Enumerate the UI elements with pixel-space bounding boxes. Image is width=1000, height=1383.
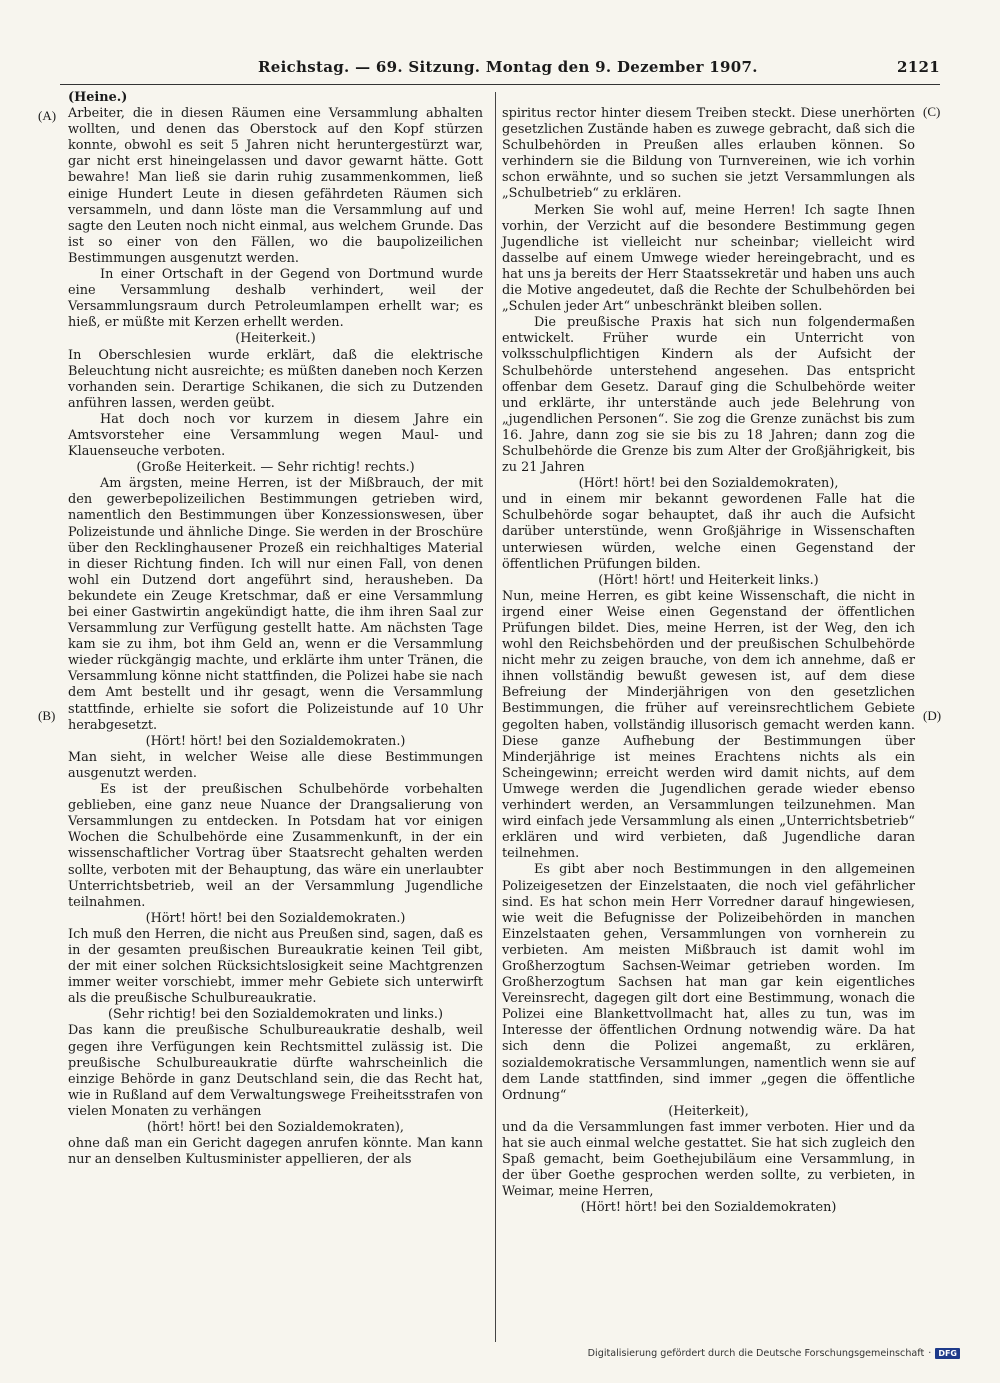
interjection: (Heiterkeit), [668,1103,749,1119]
interjection: (Hört! hört! bei den Sozialdemokraten) [580,1200,837,1216]
interjection: (Heiterkeit.) [235,331,316,347]
margin-mark-c: (C) [923,104,941,119]
paragraph: ohne daß man ein Gericht dagegen anrufen könnte. Man kann nur an denselben Kultusminister appellieren, der als [68,1136,483,1168]
interjection: (Große Heiterkeit. — Sehr richtig! rechts.) [136,460,415,476]
right-column [502,106,915,1216]
paragraph: Es gibt aber noch Bestimmungen in den allgemeinen Polizeigesetzen der Einzelstaaten, die noch viel gefährlicher sind. Es hat schon mein Herr Vorredner darauf hingewiesen, wie weit die Befugnisse der Polizeibehörden in manchen Einzelstaaten gehen, Versammlungen von vornherein zu verbieten. Am meisten Mißbrauch ist damit wohl im Großherzogtum Sachsen-Weimar getrieben worden. Im Großherzogtum Sachsen hat man gar kein eigentliches Vereinsrecht, dagegen gilt dort eine Bestimmung, wonach die Polizei eine Blankettvollmacht hat, alles zu tun, was im Interesse der öffentlichen Ordnung notwendig wäre. Da hat sich denn die Polizei angemaßt, zu erklären, sozialdemokratische Versammlungen, namentlich wenn sie auf dem Lande stattfinden, sind immer „gegen die öffentliche Ordnung“ [502,862,915,1103]
paragraph: und da die Versammlungen fast immer verboten. Hier und da hat sie auch einmal welche gestattet. Sie hat sich zugleich den Spaß gemacht, beim Goethejubiläum eine Versammlung, in der über Goethe gesprochen werden sollte, zu verbieten, in Weimar, meine Herren, [502,1119,915,1200]
paragraph: Arbeiter, die in diesen Räumen eine Versammlung abhalten wollten, und denen das Oberstock auf den Kopf stürzen konnte, obwohl es seit 5 Jahren nicht heruntergestürzt war, gar nicht erst hineingelassen und davor gewarnt hätte. Gott bewahre! Man ließ sie darin ruhig zusammenkommen, ließ einige Hundert Leute in diesen gefährdeten Räumen sich versammeln, und dann löste man die Versammlung auf und sagte den Leuten noch nicht einmal, aus welchem Grunde. Das ist so einer von den Fällen, wo die baupolizeilichen Bestimmungen ausgenutzt werden. [68,106,483,266]
interjection: (Hört! hört! bei den Sozialdemokraten.) [145,733,406,749]
footer: Digitalisierung gefördert durch die Deutsche Forschungsgemeinschaft · DFG [588,1344,960,1362]
page-header [60,58,940,82]
column-divider [495,92,496,1342]
interjection: (Hört! hört! und Heiterkeit links.) [598,572,819,588]
paragraph: Ich muß den Herren, die nicht aus Preußen sind, sagen, daß es in der gesamten preußischen Bureaukratie keinen Teil gibt, der mit einer solchen Rücksichtslosigkeit seine Machtgrenzen immer weiter vorschiebt, immer mehr Gebiete sich unterwirft als die preußische Schulbureaukratie. [68,926,483,1007]
paragraph: Hat doch noch vor kurzem in diesem Jahre ein Amtsvorsteher eine Versammlung wegen Maul- und Klauenseuche verboten. [68,411,483,460]
running-head: Reichstag. — 69. Sitzung. Montag den 9. Dezember 1907. [258,58,758,76]
paragraph: Die preußische Praxis hat sich nun folgendermaßen entwickelt. Früher wurde ein Unterricht von volksschulpflichtigen Kindern als der Aufsicht der Schulbehörde unterstehend angesehen. Das entspricht offenbar dem Gesetz. Darauf ging die Schulbehörde weiter und erklärte, ihr unterstände auch jede Belehrung von „jugendlichen Personen“. Sie zog die Grenze zunächst bis zum 16. Jahre, dann zog sie sie bis zu 18 Jahren; dann zog die Schulbehörde die Grenze bis zum Alter der Großjährigkeit, bis zu 21 Jahren [502,315,915,476]
paragraph: Man sieht, in welcher Weise alle diese Bestimmungen ausgenutzt werden. [68,749,483,781]
header-rule [60,84,940,85]
paragraph: spiritus rector hinter diesem Treiben steckt. Diese unerhörten gesetzlichen Zustände haben es zuwege gebracht, daß sich die Schulbehörden in Preußen alles erlauben können. So verhindern sie die Bildung von Turnvereinen, wie ich vorhin schon erwähnte, und so suchen sie jetzt Versammlungen als „Schulbetrieb“ zu erklären. [502,106,915,202]
interjection: (hört! hört! bei den Sozialdemokraten), [147,1120,404,1135]
dfg-logo: DFG [935,1348,960,1359]
left-column [68,90,483,1168]
paragraph: Am ärgsten, meine Herren, ist der Mißbrauch, der mit den gewerbepolizeilichen Bestimmungen getrieben wird, namentlich den Bestimmungen über Konzessionswesen, über Polizeistunde und ähnliche Dinge. Sie werden in der Broschüre über den Recklinghausener Prozeß ein reichhaltiges Material in dieser Richtung finden. Ich will nur einen Fall, von denen wohl ein Dutzend dort angeführt sind, herausheben. Da bekundete ein Zeuge Kretschmar, daß er eine Versammlung bei einer Gastwirtin angekündigt hatte, die ihm ihren Saal zur Versammlung zur Verfügung gestellt hatte. Am nächsten Tage kam sie zu ihm, bot ihm Geld an, wenn er die Versammlung wieder rückgängig machte, und erklärte ihm unter Tränen, die Versammlung könne nicht stattfinden, die Polizei habe sie nach dem Amt bestellt und ihr gesagt, wenn die Versammlung stattfinde, erhielte sie sofort die Polizeistunde auf 10 Uhr herabgesetzt. [68,476,483,733]
speaker-name: (Heine.) [68,90,128,105]
paragraph: Es ist der preußischen Schulbehörde vorbehalten geblieben, eine ganz neue Nuance der Drangsalierung von Versammlungen zu entdecken. In Potsdam hat vor einigen Wochen die Schulbehörde eine Zusammenkunft, in der ein wissenschaftlicher Vortrag über Staatsrecht gehalten werden sollte, verboten mit der Behauptung, das wäre ein unerlaubter Unterrichtsbetrieb, weil an der Versammlung Jugendliche teilnahmen. [68,782,483,910]
paragraph: Merken Sie wohl auf, meine Herren! Ich sagte Ihnen vorhin, der Verzicht auf die besondere Bestimmung gegen Jugendliche ist vielleicht nur scheinbar; vielleicht wird dasselbe auf einem Umwege wieder hereingebracht, und es hat uns ja bereits der Herr Staatssekretär und haben uns auch die Motive angedeutet, daß die Rechte der Schulbehörden bei „Schulen jeder Art“ unbeschränkt bleiben sollen. [502,202,915,315]
paragraph: und in einem mir bekannt gewordenen Falle hat die Schulbehörde sogar behauptet, daß ihr auch die Aufsicht darüber unterstünde, wenn Großjährige in Wissenschaften unterwiesen würden, welche einen Gegenstand der öffentlichen Prüfungen bilden. [502,492,915,572]
page-number: 2121 [897,58,940,76]
interjection: (Sehr richtig! bei den Sozialdemokraten und links.) [108,1007,443,1023]
interjection: (Hört! hört! bei den Sozialdemokraten.) [145,910,406,926]
paragraph: Nun, meine Herren, es gibt keine Wissenschaft, die nicht in irgend einer Weise einen Gegenstand der öffentlichen Prüfungen bildet. Dies, meine Herren, ist der Weg, den ich wohl den Reichsbehörden und der preußischen Schulbehörde nicht mehr zu zeigen brauche, von dem ich annehme, daß er ihnen vollständig bewußt gewesen ist, auf dem diese Befreiung der Minderjährigen von den gesetzlichen Bestimmungen, die früher auf vereinsrechtlichem Gebiete gegolten haben, vollständig illusorisch gemacht werden kann. Diese ganze Aufhebung der Bestimmungen über Minderjährige ist meines Erachtens nichts als ein Scheingewinn; erreicht werden wird damit nichts, auf dem Umwege werden die Jugendlichen gerade wieder ebenso verhindert werden, an Versammlungen teilzunehmen. Man wird einfach jede Versammlung als einen „Unterrichtsbetrieb“ erklären und wird verbieten, daß Jugendliche daran teilnehmen. [502,588,915,862]
paragraph: In Oberschlesien wurde erklärt, daß die elektrische Beleuchtung nicht ausreichte; es müßten daneben noch Kerzen vorhanden sein. Derartige Schikanen, die sich zu Dutzenden anführen lassen, werden geübt. [68,347,483,411]
margin-mark-d: (D) [923,708,942,723]
interjection: (Hört! hört! bei den Sozialdemokraten), [578,476,839,492]
margin-mark-b: (B) [38,708,56,723]
paragraph: Das kann die preußische Schulbureaukratie deshalb, weil gegen ihre Verfügungen kein Rechtsmittel zulässig ist. Die preußische Schulbureaukratie dürfte wahrscheinlich die einzige Behörde in ganz Deutschland sein, die das Recht hat, wie in Rußland auf dem Verwaltungswege Freiheitsstrafen von vielen Monaten zu verhängen [68,1023,483,1119]
paragraph: In einer Ortschaft in der Gegend von Dortmund wurde eine Versammlung deshalb verhindert, weil der Versammlungsraum durch Petroleumlampen erhellt war; es hieß, er müßte mit Kerzen erhellt werden. [68,267,483,331]
footer-credit: Digitalisierung gefördert durch die Deutsche Forschungsgemeinschaft [587,1347,925,1359]
margin-mark-a: (A) [38,108,57,123]
